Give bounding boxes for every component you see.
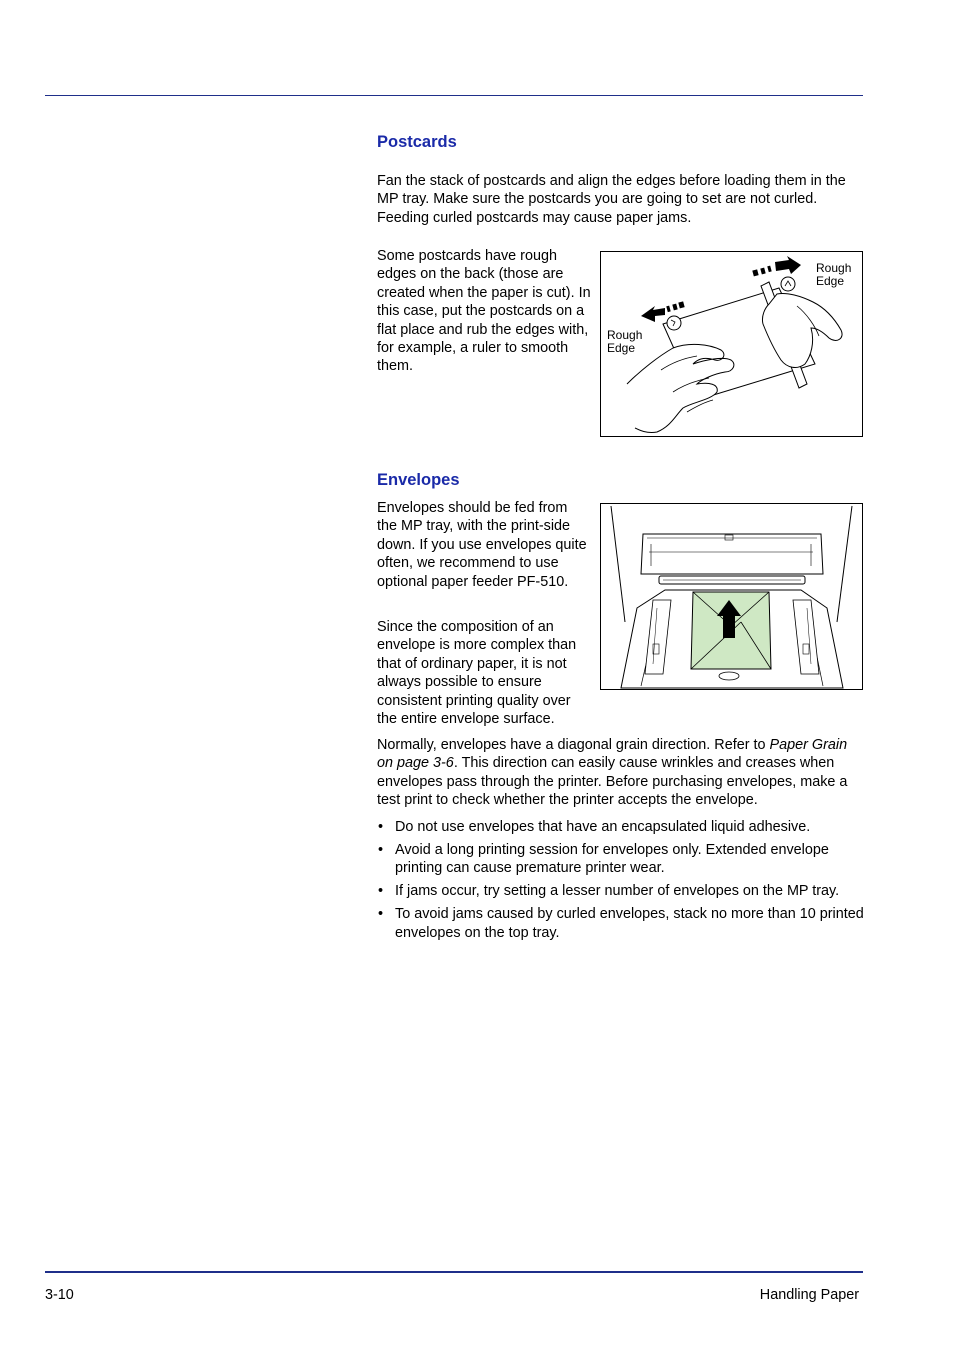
paper-grain-reference: Paper Grain on page 3-6 bbox=[377, 737, 848, 772]
para3-before: Normally, envelopes have a diagonal grain direction. Refer to bbox=[377, 737, 770, 753]
rough-edge-label-right-line1: Rough bbox=[816, 261, 852, 275]
footer-rule bbox=[45, 1271, 863, 1273]
list-item: • Avoid a long printing session for envelopes only. Extended envelope printing can cause premature printer wear. bbox=[378, 841, 829, 877]
page-number: 3-10 bbox=[45, 1287, 74, 1303]
bullet-text: Do not use envelopes that have an encapsulated liquid adhesive. bbox=[395, 819, 811, 835]
rough-edge-label-right-line2: Edge bbox=[816, 273, 845, 288]
postcards-rough-edges bbox=[377, 247, 591, 376]
envelopes-para2-text: Since the composition of an envelope is more complex than that of ordinary paper, it is not always possible to ensure consistent printing quality over the entire envelope surface. bbox=[377, 619, 577, 728]
bullet-text: If jams occur, try setting a lesser number of envelopes on the MP tray. bbox=[395, 883, 840, 900]
postcards-rough-edges-text: Some postcards have rough edges on the back (those are created when the paper is cut). In this case, put the postcards on a flat place and rub the edges with, for example, a ruler to smooth them. bbox=[377, 248, 591, 375]
postcards-heading: Postcards bbox=[377, 133, 457, 151]
envelopes-para3 bbox=[377, 736, 865, 810]
rough-edge-label-left-line2: Edge bbox=[607, 340, 636, 355]
mp-tray-illustration bbox=[601, 504, 862, 689]
envelopes-para3-text bbox=[377, 736, 865, 810]
list-item: • Do not use envelopes that have an encapsulated liquid adhesive. bbox=[378, 819, 811, 835]
rough-edge-label-right bbox=[816, 262, 851, 287]
envelopes-para1 bbox=[377, 499, 591, 591]
header-rule bbox=[45, 95, 863, 96]
footer-section-title: Handling Paper bbox=[759, 1287, 859, 1303]
list-item: • If jams occur, try setting a lesser number of envelopes on the MP tray. bbox=[378, 883, 840, 900]
postcards-intro bbox=[377, 172, 865, 227]
envelope-bullet-list bbox=[377, 818, 867, 946]
rough-edge-label-left bbox=[607, 329, 642, 354]
bullet-text: Avoid a long printing session for envelopes only. Extended envelope printing can cause premature printer wear. bbox=[395, 841, 829, 877]
postcard-rubbing-figure bbox=[600, 251, 863, 437]
rough-edge-label-left-line1: Rough bbox=[607, 328, 643, 342]
bullet-text: To avoid jams caused by curled envelopes, stack no more than 10 printed envelopes on the top tray. bbox=[395, 906, 864, 941]
postcards-intro-text: Fan the stack of postcards and align the edges before loading them in the MP tray. Make sure the postcards you are going to set are not curled. Feeding curled postcards may cause paper jams. bbox=[377, 173, 846, 226]
envelopes-heading: Envelopes bbox=[377, 471, 460, 489]
list-item: • To avoid jams caused by curled envelopes, stack no more than 10 printed envelopes on the top tray. bbox=[378, 906, 864, 941]
envelope-mp-tray-figure bbox=[600, 503, 863, 690]
envelopes-para1-text: Envelopes should be fed from the MP tray, with the print-side down. If you use envelopes quite often, we recommend to use optional paper feeder PF-510. bbox=[377, 500, 587, 590]
envelopes-para2 bbox=[377, 618, 591, 728]
para3-after: . This direction can easily cause wrinkles and creases when envelopes pass through the printer. Before purchasing envelopes, make a test print to check whether the printer accepts the envelope. bbox=[377, 755, 848, 809]
